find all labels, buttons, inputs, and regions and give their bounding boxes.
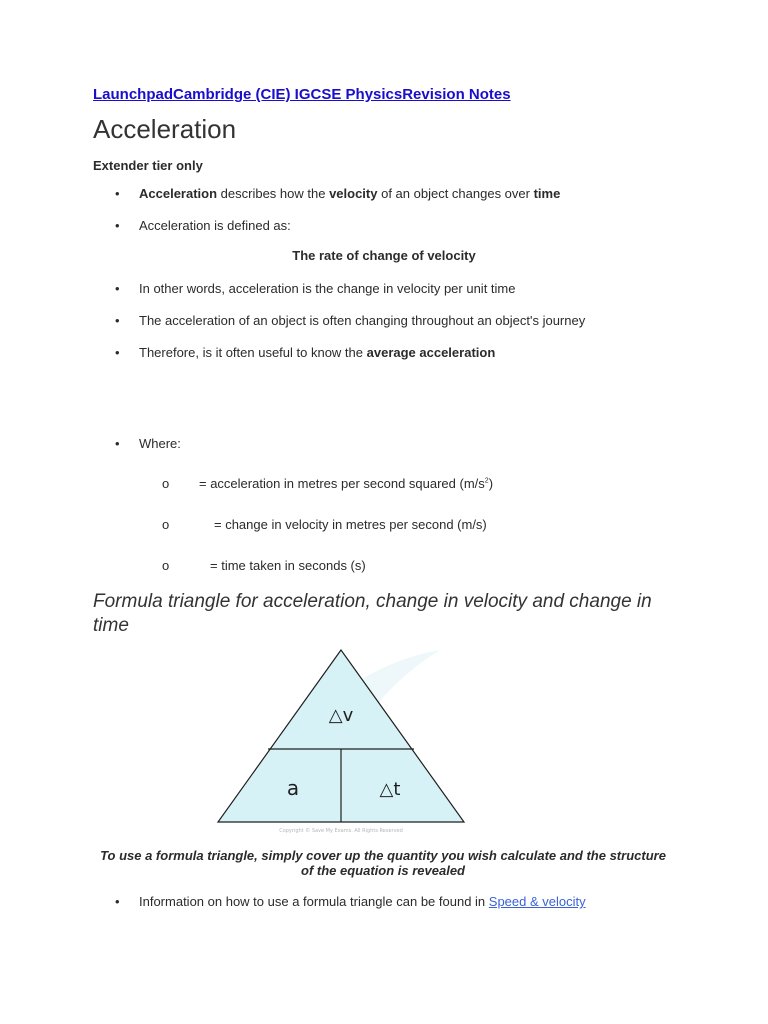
bullet-acceleration-description (139, 186, 560, 201)
bullet-icon: • (115, 436, 120, 451)
bullet-where: Where: (139, 436, 181, 451)
bold-term: average acceleration (366, 345, 496, 360)
bullet-icon: • (115, 345, 120, 360)
bullet-icon: • (115, 186, 120, 201)
where-velocity: = change in velocity in metres per second (m/s) (214, 517, 487, 532)
bullet-icon: • (115, 281, 120, 296)
bullet-changing: The acceleration of an object is often changing throughout an object's journey (139, 313, 586, 328)
sub-bullet-icon: o (162, 476, 170, 491)
tier-label: Extender tier only (93, 158, 203, 173)
where-text: = acceleration in metres per second squared (m/s (199, 476, 485, 491)
bold-term: Acceleration (139, 186, 218, 201)
bullet-average (139, 345, 495, 360)
triangle-top-label: △v (328, 705, 354, 726)
bullet-icon: • (115, 218, 120, 233)
bullet-defined-as: Acceleration is defined as: (139, 218, 291, 233)
copyright-text: Copyright © Save My Exams. All Rights Reserved (279, 828, 403, 834)
sub-bullet-icon: o (162, 558, 170, 573)
where-acceleration (199, 476, 493, 491)
page-title: Acceleration (93, 114, 237, 144)
bullet-other-words: In other words, acceleration is the change in velocity per unit time (139, 281, 516, 296)
bullet-text-part: describes how the (217, 186, 330, 201)
breadcrumb-link[interactable]: LaunchpadCambridge (CIE) IGCSE PhysicsRevision Notes (93, 86, 511, 103)
bullet-icon: • (115, 894, 120, 909)
where-time: = time taken in seconds (s) (210, 558, 366, 573)
definition-text: The rate of change of velocity (292, 248, 476, 263)
where-text-end: ) (488, 476, 494, 491)
bold-term: velocity (329, 186, 378, 201)
bold-term: time (533, 186, 561, 201)
sub-bullet-icon: o (162, 517, 170, 532)
formula-triangle-figure (210, 640, 480, 840)
superscript: 2 (484, 477, 489, 485)
bullet-text-part: Information on how to use a formula triangle can be found in (139, 894, 489, 909)
section-heading: Formula triangle for acceleration, change in velocity and change in time (93, 591, 652, 636)
bullet-formula-info (139, 894, 586, 909)
triangle-bottom-right-label: △t (379, 779, 401, 800)
bullet-icon: • (115, 313, 120, 328)
figure-caption: To use a formula triangle, simply cover up the quantity you wish calculate and the structure of the equation is revealed (100, 848, 666, 878)
bullet-text-part: of an object changes over (377, 186, 534, 201)
triangle-bottom-left-label: a (286, 776, 300, 800)
speed-velocity-link[interactable]: Speed & velocity (488, 894, 586, 909)
bullet-text-part: Therefore, is it often useful to know the (139, 345, 367, 360)
